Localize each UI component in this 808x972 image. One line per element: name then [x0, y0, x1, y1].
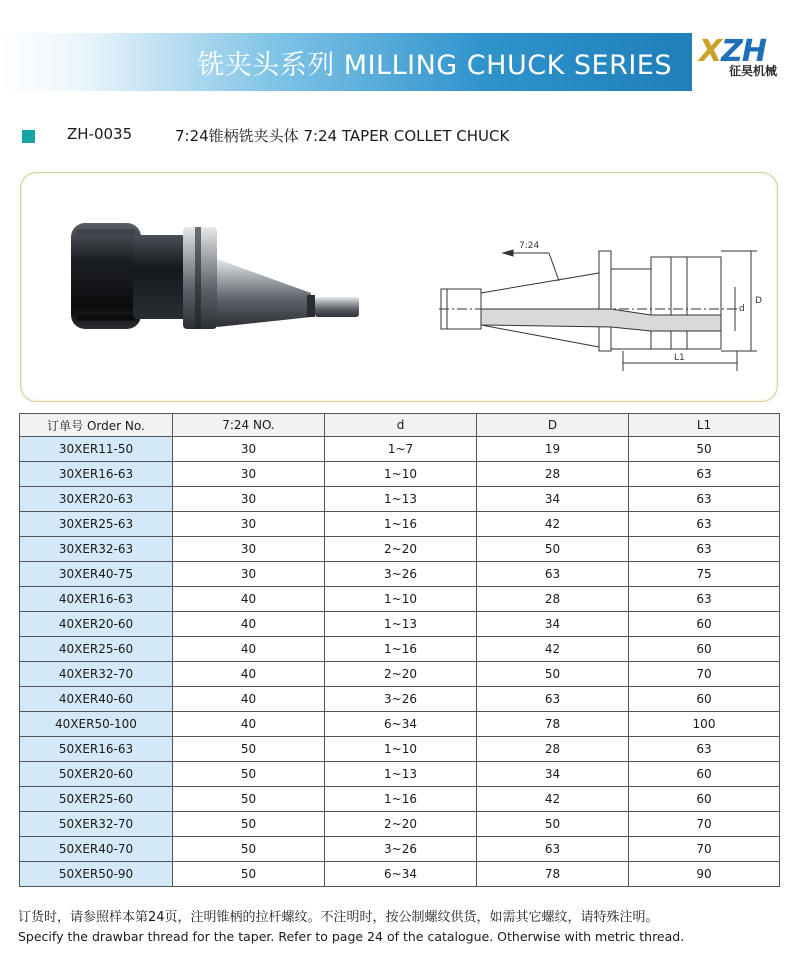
- D-cell: 63: [477, 687, 629, 712]
- d-cell: 3~26: [325, 562, 477, 587]
- D-cell: 34: [477, 612, 629, 637]
- d-cell: 2~20: [325, 537, 477, 562]
- taper-no-cell: 30: [173, 437, 325, 462]
- table-row: [20, 637, 780, 662]
- d-cell: 1~13: [325, 762, 477, 787]
- order-no-cell: 40XER50-100: [20, 712, 173, 737]
- order-no-cell: 30XER16-63: [20, 462, 173, 487]
- order-no-cell: 30XER40-75: [20, 562, 173, 587]
- L1-cell: 60: [629, 612, 780, 637]
- heading-bullet-square: [22, 130, 35, 143]
- L1-cell: 50: [629, 437, 780, 462]
- d-cell: 1~16: [325, 512, 477, 537]
- logo-company-name: 征昊机械: [729, 64, 778, 78]
- d-cell: 2~20: [325, 812, 477, 837]
- d-cell: 3~26: [325, 837, 477, 862]
- taper-no-cell: 40: [173, 662, 325, 687]
- table-row: [20, 587, 780, 612]
- taper-no-cell: 40: [173, 587, 325, 612]
- D-cell: 50: [477, 537, 629, 562]
- L1-cell: 60: [629, 787, 780, 812]
- order-no-cell: 50XER20-60: [20, 762, 173, 787]
- specification-table: [19, 413, 780, 887]
- d-cell: 1~10: [325, 587, 477, 612]
- header-banner: [0, 33, 692, 91]
- taper-no-cell: 50: [173, 737, 325, 762]
- D-cell: 42: [477, 787, 629, 812]
- table-row: [20, 662, 780, 687]
- taper-no-cell: 30: [173, 462, 325, 487]
- technical-drawing: [439, 231, 769, 371]
- order-no-cell: 50XER16-63: [20, 737, 173, 762]
- taper-no-cell: 50: [173, 837, 325, 862]
- banner-title: 铣夹头系列 MILLING CHUCK SERIES: [197, 50, 672, 81]
- table-row: [20, 762, 780, 787]
- order-no-cell: 40XER16-63: [20, 587, 173, 612]
- taper-no-cell: 40: [173, 637, 325, 662]
- L1-cell: 63: [629, 737, 780, 762]
- logo-x-letter: X: [699, 34, 722, 69]
- header-order-no: 订单号 Order No.: [20, 414, 173, 437]
- d-cell: 1~16: [325, 787, 477, 812]
- product-code: ZH-0035: [67, 125, 133, 143]
- L1-cell: 100: [629, 712, 780, 737]
- table-row: [20, 537, 780, 562]
- header-d: d: [325, 414, 477, 437]
- taper-no-cell: 50: [173, 862, 325, 887]
- order-no-cell: 50XER50-90: [20, 862, 173, 887]
- table-row: [20, 687, 780, 712]
- product-photo: [71, 215, 371, 355]
- D-cell: 50: [477, 812, 629, 837]
- table-row: [20, 712, 780, 737]
- order-no-cell: 40XER40-60: [20, 687, 173, 712]
- table-row: [20, 462, 780, 487]
- L1-cell: 63: [629, 462, 780, 487]
- L1-cell: 60: [629, 637, 780, 662]
- taper-no-cell: 50: [173, 762, 325, 787]
- table-row: [20, 437, 780, 462]
- D-cell: 28: [477, 737, 629, 762]
- L1-cell: 70: [629, 812, 780, 837]
- D-cell: 63: [477, 562, 629, 587]
- D-cell: 42: [477, 637, 629, 662]
- d-cell: 1~7: [325, 437, 477, 462]
- order-no-cell: 40XER25-60: [20, 637, 173, 662]
- d-cell: 1~13: [325, 612, 477, 637]
- order-no-cell: 30XER11-50: [20, 437, 173, 462]
- taper-no-cell: 50: [173, 787, 325, 812]
- L1-cell: 60: [629, 687, 780, 712]
- d-cell: 1~16: [325, 637, 477, 662]
- D-cell: 78: [477, 862, 629, 887]
- order-no-cell: 40XER20-60: [20, 612, 173, 637]
- header-taper-no: 7:24 NO.: [173, 414, 325, 437]
- d-cell: 6~34: [325, 712, 477, 737]
- product-title: 7:24锥柄铣夹头体 7:24 TAPER COLLET CHUCK: [175, 127, 510, 145]
- brand-logo: [697, 34, 805, 90]
- taper-no-cell: 40: [173, 612, 325, 637]
- L1-cell: 90: [629, 862, 780, 887]
- table-row: [20, 562, 780, 587]
- D-cell: 28: [477, 462, 629, 487]
- L1-cell: 70: [629, 662, 780, 687]
- small-diameter-label: d: [739, 304, 745, 314]
- length-label: L1: [674, 353, 685, 363]
- header-D: D: [477, 414, 629, 437]
- L1-cell: 63: [629, 512, 780, 537]
- order-no-cell: 30XER20-63: [20, 487, 173, 512]
- taper-no-cell: 30: [173, 562, 325, 587]
- product-illustration-panel: [20, 172, 778, 402]
- table-row: [20, 737, 780, 762]
- order-note-english: Specify the drawbar thread for the taper. Refer to page 24 of the catalogue. Otherwise with metric thread.: [18, 929, 685, 944]
- header-L1: L1: [629, 414, 780, 437]
- D-cell: 50: [477, 662, 629, 687]
- table-row: [20, 837, 780, 862]
- taper-no-cell: 40: [173, 712, 325, 737]
- taper-no-cell: 40: [173, 687, 325, 712]
- d-cell: 1~13: [325, 487, 477, 512]
- D-cell: 34: [477, 762, 629, 787]
- taper-no-cell: 30: [173, 512, 325, 537]
- table-row: [20, 512, 780, 537]
- table-row: [20, 787, 780, 812]
- D-cell: 28: [477, 587, 629, 612]
- d-cell: 1~10: [325, 462, 477, 487]
- L1-cell: 63: [629, 487, 780, 512]
- L1-cell: 75: [629, 562, 780, 587]
- taper-no-cell: 50: [173, 812, 325, 837]
- d-cell: 3~26: [325, 687, 477, 712]
- d-cell: 2~20: [325, 662, 477, 687]
- D-cell: 63: [477, 837, 629, 862]
- table-row: [20, 862, 780, 887]
- table-row: [20, 812, 780, 837]
- L1-cell: 70: [629, 837, 780, 862]
- order-no-cell: 50XER25-60: [20, 787, 173, 812]
- order-no-cell: 50XER32-70: [20, 812, 173, 837]
- taper-ratio-label: 7:24: [519, 241, 540, 251]
- d-cell: 6~34: [325, 862, 477, 887]
- logo-zh-letters: ZH: [721, 34, 767, 69]
- order-no-cell: 50XER40-70: [20, 837, 173, 862]
- order-no-cell: 40XER32-70: [20, 662, 173, 687]
- L1-cell: 60: [629, 762, 780, 787]
- D-cell: 78: [477, 712, 629, 737]
- order-note-chinese: 订货时，请参照样本第24页，注明锥柄的拉杆螺纹。不注明时，按公制螺纹供货，如需其它螺纹，请特殊注明。: [18, 910, 659, 925]
- L1-cell: 63: [629, 537, 780, 562]
- D-cell: 19: [477, 437, 629, 462]
- taper-no-cell: 30: [173, 537, 325, 562]
- outer-diameter-label: D: [755, 296, 762, 306]
- L1-cell: 63: [629, 587, 780, 612]
- taper-no-cell: 30: [173, 487, 325, 512]
- d-cell: 1~10: [325, 737, 477, 762]
- table-row: [20, 487, 780, 512]
- table-header-row: [20, 414, 780, 437]
- table-body: [20, 437, 780, 887]
- D-cell: 42: [477, 512, 629, 537]
- order-no-cell: 30XER25-63: [20, 512, 173, 537]
- D-cell: 34: [477, 487, 629, 512]
- table-row: [20, 612, 780, 637]
- order-no-cell: 30XER32-63: [20, 537, 173, 562]
